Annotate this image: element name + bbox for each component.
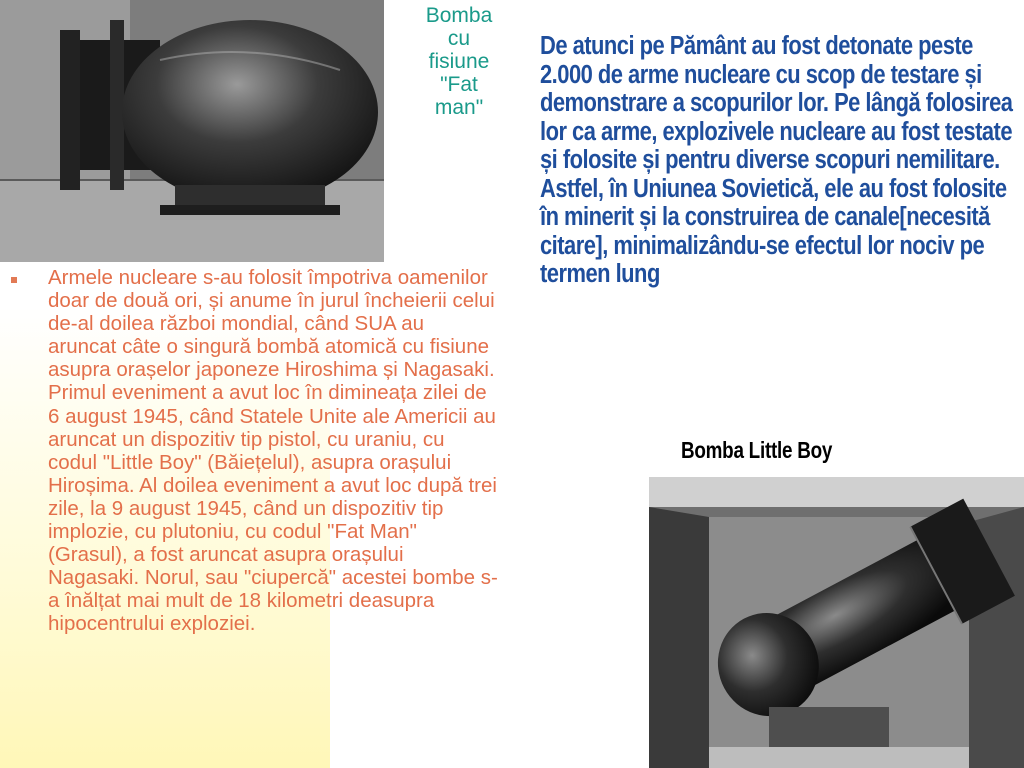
fat-man-caption-line: Bomba	[425, 4, 493, 27]
fat-man-bomb-photo	[0, 0, 384, 262]
fat-man-caption-line: man"	[434, 96, 484, 119]
fat-man-bomb-illustration	[0, 0, 384, 262]
fat-man-caption	[405, 4, 513, 119]
little-boy-bomb-illustration	[649, 477, 1024, 768]
fat-man-caption-line: "Fat	[440, 73, 478, 96]
nuclear-tests-paragraph: De atunci pe Pământ au fost detonate peste 2.000 de arme nucleare cu scop de testare și demonstrare a scopurilor lor. Pe lângă folosirea lor ca arme, explozivele nucleare au fost testate și folosite și pentru diverse scopuri nemilitare. Astfel, în Uniunea Sovietică, ele au fost folosite în minerit și la construirea de canale[necesită citare], minimalizându-se efectul lor nociv pe termen lung	[540, 32, 1013, 288]
nuclear-weapons-history-paragraph: Armele nucleare s-au folosit împotriva oamenilor doar de două ori, și anume în jurul încheierii celui de-al doilea război mondial, când SUA au aruncat câte o singură bombă atomică cu fisiune asupra orașelor japoneze Hiroshima și Nagasaki. Primul eveniment a avut loc în dimineața zilei de 6 august 1945, când Statele Unite ale Americii au aruncat un dispozitiv tip pistol, cu uraniu, cu codul "Little Boy" (Băiețelul), asupra orașului Hiroșima. Al doilea eveniment a avut loc după trei zile, la 9 august 1945, când un dispozitiv tip implozie, cu plutoniu, cu codul "Fat Man" (Grasul), a fost aruncat asupra orașului Nagasaki. Norul, sau "ciupercă" acestei bombe s-a înălțat mai mult de 18 kilometri deasupra hipocentrului exploziei.	[48, 266, 498, 636]
fat-man-caption-line: cu	[447, 27, 471, 50]
little-boy-bomb-photo	[649, 477, 1024, 768]
bullet-marker	[11, 277, 17, 283]
little-boy-caption: Bomba Little Boy	[681, 437, 833, 463]
fat-man-caption-line: fisiune	[428, 50, 490, 73]
